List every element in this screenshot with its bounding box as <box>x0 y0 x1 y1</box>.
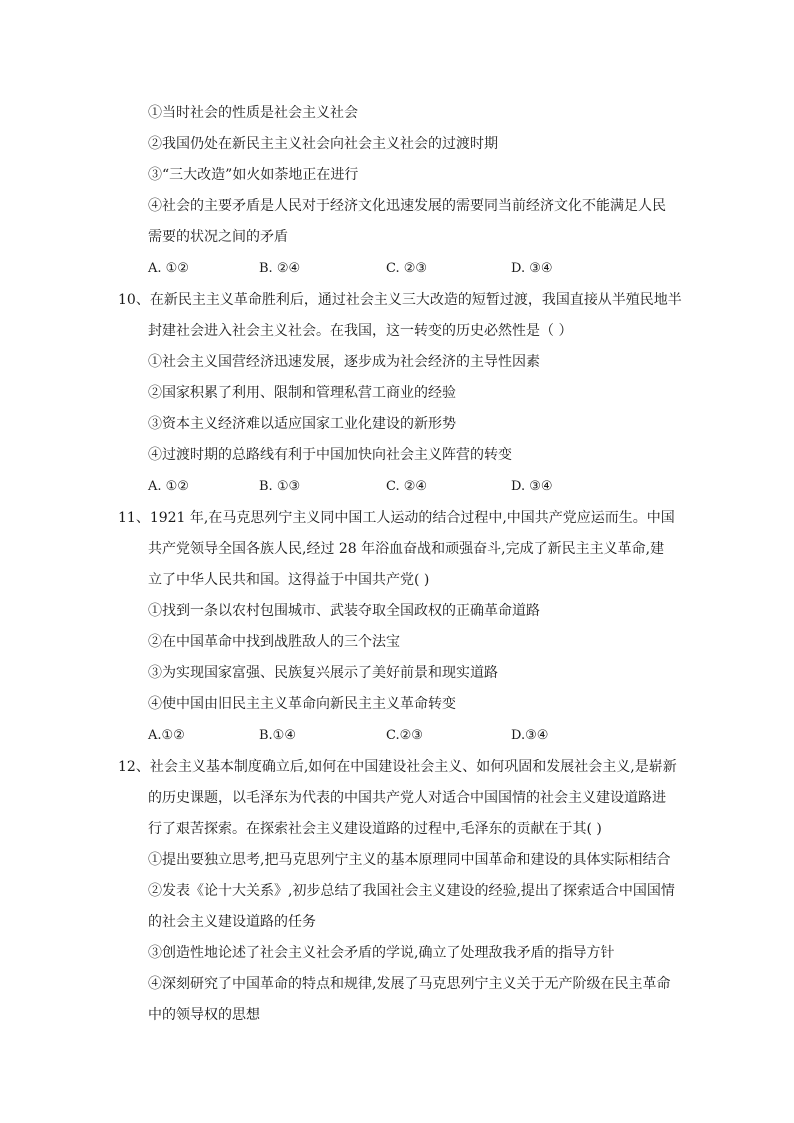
q12-item-4-cont: 中的领导权的思想 <box>148 1007 260 1023</box>
q12-stem-2: 的历史课题，以毛泽东为代表的中国共产党人对适合中国国情的社会主义建设道路进 <box>148 790 666 806</box>
q10-option-d: D. ③④ <box>511 479 553 494</box>
q10-option-a: A. ①② <box>148 479 189 494</box>
q10-item-4: ④过渡时期的总路线有利于中国加快向社会主义阵营的转变 <box>148 447 512 463</box>
q9-item-2: ②我国仍处在新民主主义社会向社会主义社会的过渡时期 <box>148 136 498 152</box>
q12-stem-3: 行了艰苦探索。在探索社会主义建设道路的过程中,毛泽东的贡献在于其( ) <box>148 821 602 837</box>
q12-item-4: ④深刻研究了中国革命的特点和规律,发展了马克思列宁主义关于无产阶级在民主革命 <box>148 976 671 992</box>
q9-option-c: C. ②③ <box>386 261 428 276</box>
q10-option-b: B. ①③ <box>259 479 301 494</box>
q12-item-3: ③创造性地论述了社会主义社会矛盾的学说,确立了处理敌我矛盾的指导方针 <box>148 945 615 961</box>
q11-item-1: ①找到一条以农村包围城市、武装夺取全国政权的正确革命道路 <box>148 603 540 619</box>
q10-option-c: C. ②④ <box>386 479 428 494</box>
q9-item-3: ③“三大改造”如火如荼地正在进行 <box>148 167 359 183</box>
q9-item-4: ④社会的主要矛盾是人民对于经济文化迅速发展的需要同当前经济文化不能满足人民 <box>148 198 666 214</box>
q10-item-2: ②国家积累了利用、限制和管理私营工商业的经验 <box>148 385 456 401</box>
q10-stem-1: 10、在新民主主义革命胜利后，通过社会主义三大改造的短暂过渡，我国直接从半殖民地半 <box>118 292 682 308</box>
q11-stem-1: 11、1921 年,在马克思列宁主义同中国工人运动的结合过程中,中国共产党应运而生。中国 <box>118 510 675 526</box>
q12-stem-1: 12、社会主义基本制度确立后,如何在中国建设社会主义、如何巩固和发展社会主义,是崭新 <box>118 759 677 775</box>
q9-option-b: B. ②④ <box>259 261 301 276</box>
q10-stem-2: 封建社会进入社会主义社会。在我国，这一转变的历史必然性是（ ） <box>148 323 573 339</box>
q12-item-2-cont: 的社会主义建设道路的任务 <box>148 914 316 930</box>
q11-stem-2: 共产党领导全国各族人民,经过 28 年浴血奋战和顽强奋斗,完成了新民主主义革命,建 <box>148 541 665 557</box>
q10-item-1: ①社会主义国营经济迅速发展，逐步成为社会经济的主导性因素 <box>148 354 540 370</box>
q9-item-4-cont: 需要的状况之间的矛盾 <box>148 229 288 245</box>
q11-option-d: D.③④ <box>511 728 549 743</box>
q11-option-a: A.①② <box>148 728 185 743</box>
q10-item-3: ③资本主义经济难以适应国家工业化建设的新形势 <box>148 416 456 432</box>
q12-item-1: ①提出要独立思考,把马克思列宁主义的基本原理同中国革命和建设的具体实际相结合 <box>148 852 671 868</box>
q11-item-4: ④使中国由旧民主主义革命向新民主主义革命转变 <box>148 696 456 712</box>
q9-item-1: ①当时社会的性质是社会主义社会 <box>148 105 358 121</box>
q11-stem-3: 立了中华人民共和国。这得益于中国共产党( ) <box>148 572 430 588</box>
q11-item-2: ②在中国革命中找到战胜敌人的三个法宝 <box>148 634 400 650</box>
q11-option-c: C.②③ <box>386 728 423 743</box>
q11-option-b: B.①④ <box>259 728 296 743</box>
q9-option-a: A. ①② <box>148 261 189 276</box>
q12-item-2: ②发表《论十大关系》,初步总结了我国社会主义建设的经验,提出了探索适合中国国情 <box>148 883 675 899</box>
q11-item-3: ③为实现国家富强、民族复兴展示了美好前景和现实道路 <box>148 665 498 681</box>
q9-option-d: D. ③④ <box>511 261 553 276</box>
